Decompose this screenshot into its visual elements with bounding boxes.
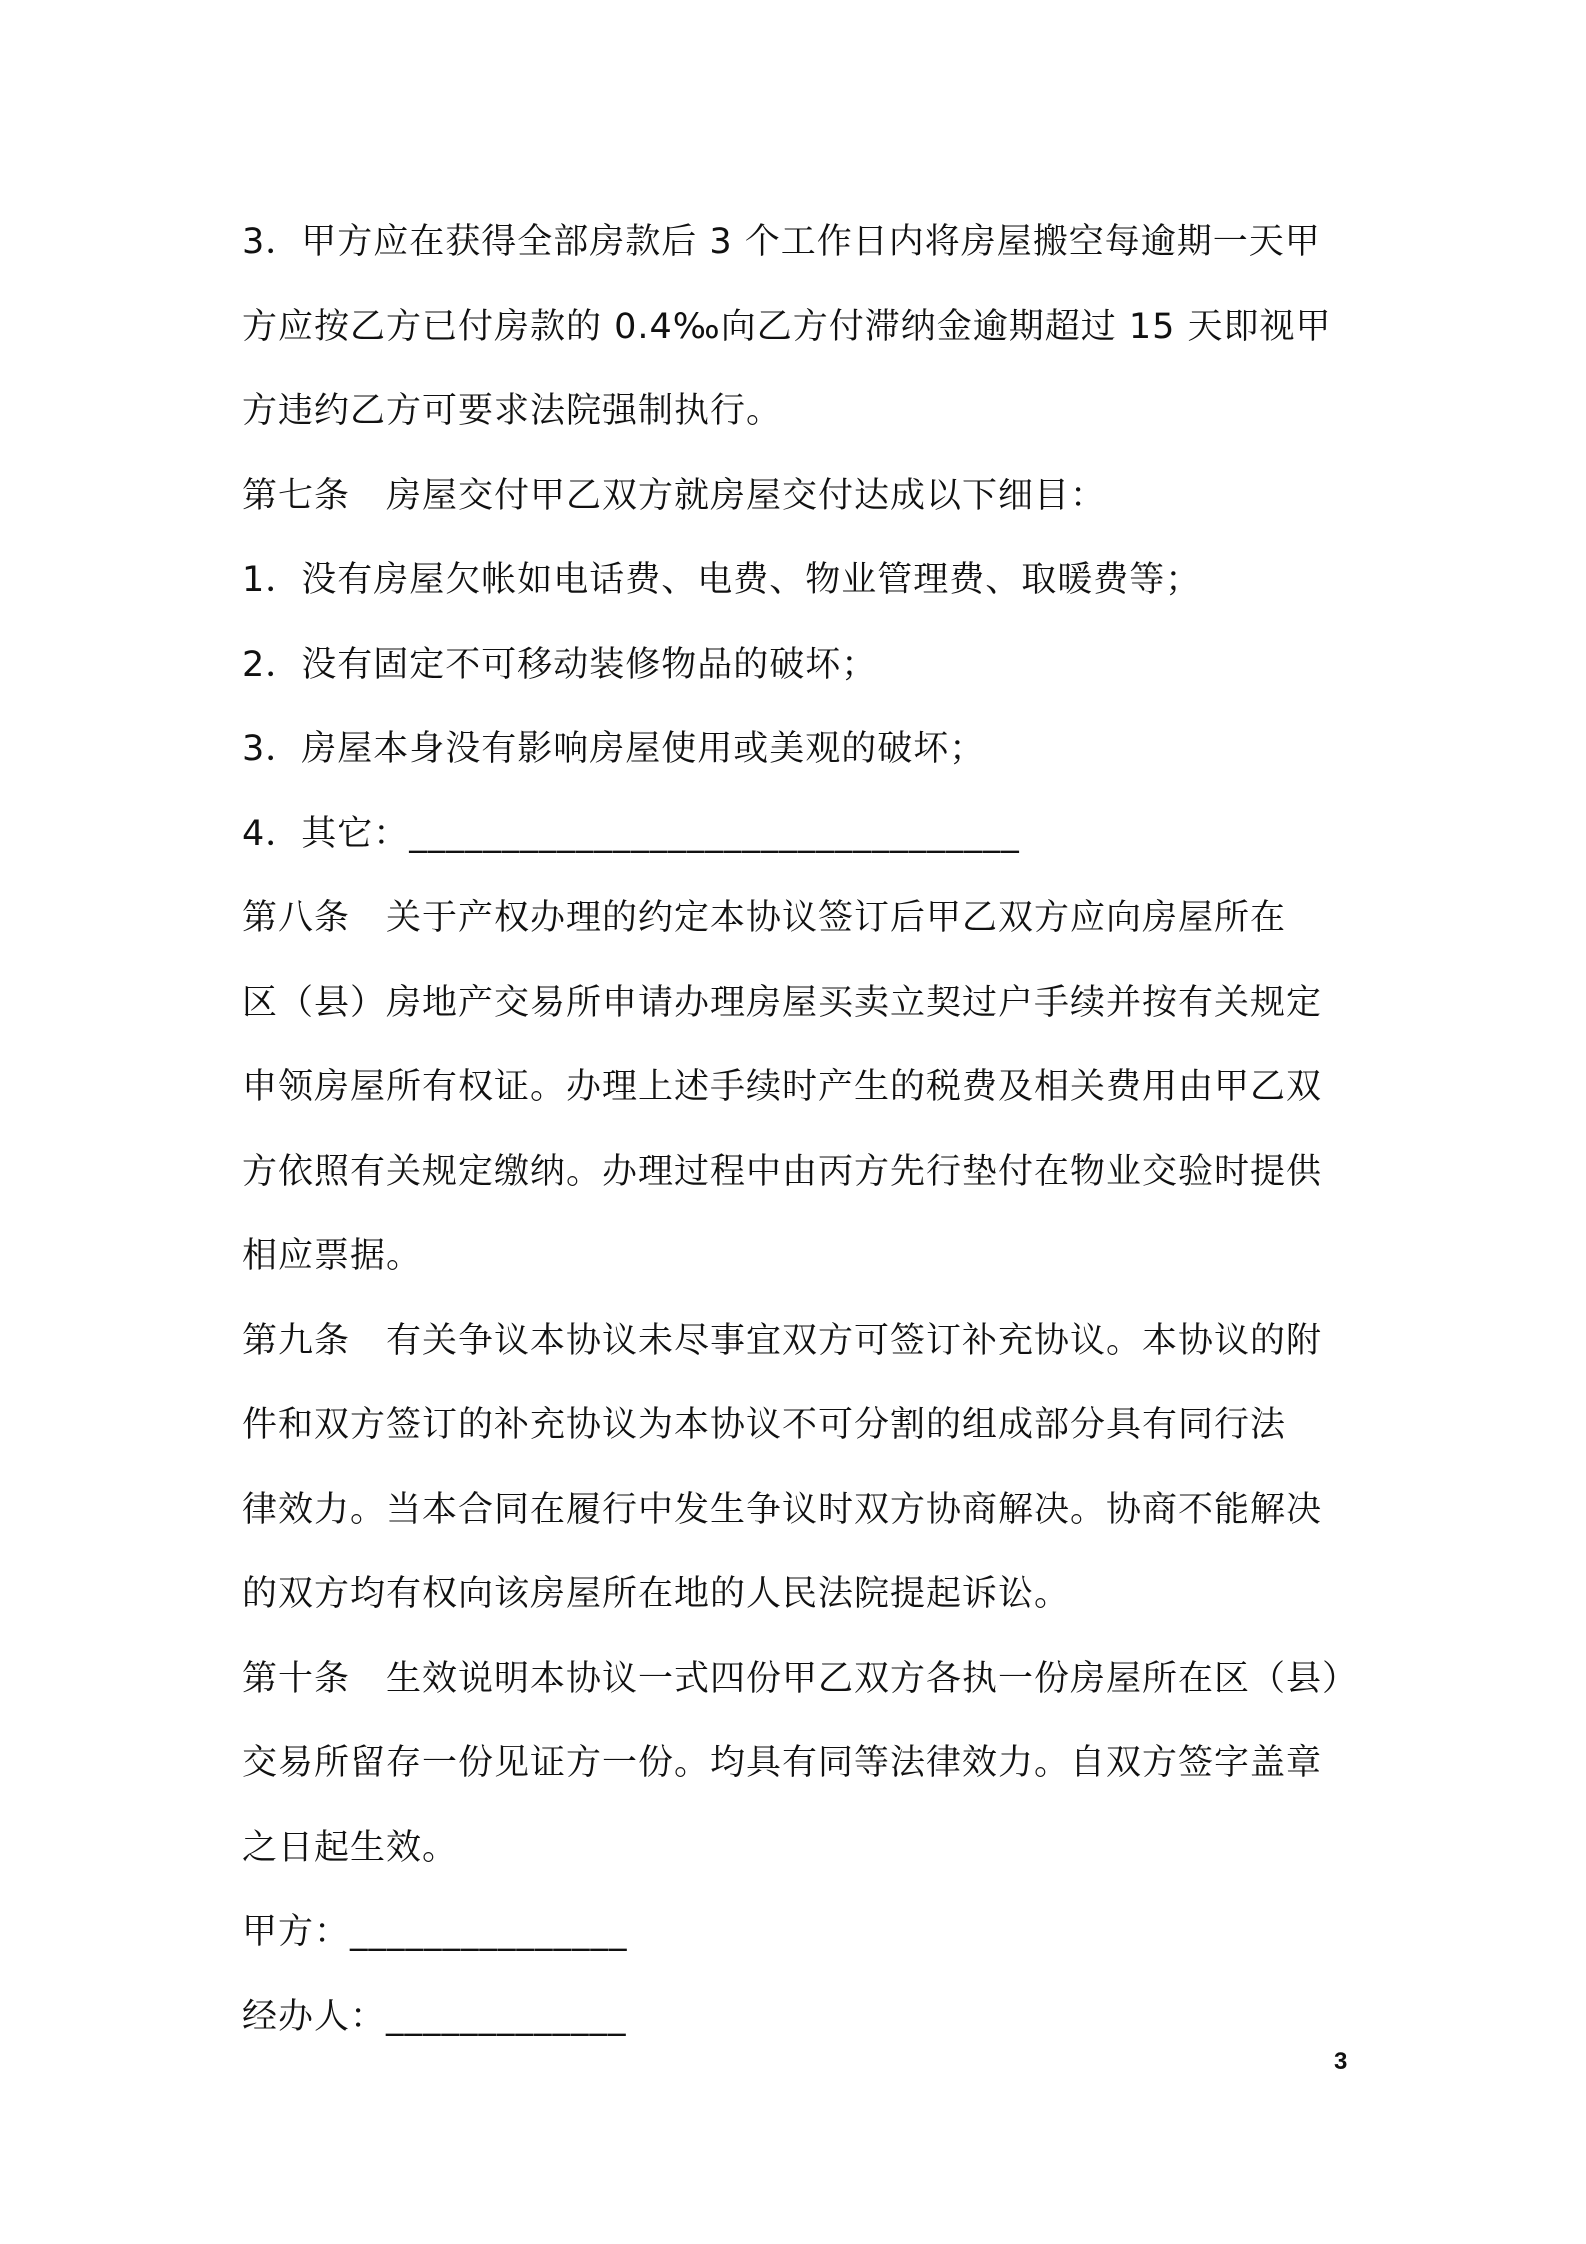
text-line: 的双方均有权向该房屋所在地的人民法院提起诉讼。 xyxy=(242,1574,1071,1614)
party-a-signature-line: 甲方：_______________ xyxy=(242,1912,628,1952)
text-line: 之日起生效。 xyxy=(242,1827,459,1868)
text-line: 相应票据。 xyxy=(242,1236,423,1276)
text-line: 方违约乙方可要求法院强制执行。 xyxy=(242,391,783,431)
other-blank-line: 4．其它：_________________________________ xyxy=(242,813,1020,854)
document-body xyxy=(242,200,1362,2059)
text-line: 件和双方签订的补充协议为本协议不可分割的组成部分具有同行法 xyxy=(242,1405,1287,1445)
article-8-heading: 第八条 关于产权办理的约定本协议签订后甲乙双方应向房屋所在 xyxy=(242,898,1287,938)
text-line: 1．没有房屋欠帐如电话费、电费、物业管理费、取暖费等； xyxy=(242,560,1202,600)
text-line: 3．房屋本身没有影响房屋使用或美观的破坏； xyxy=(242,729,986,769)
agent-signature-line: 经办人：_____________ xyxy=(242,1996,627,2037)
text-line: 2．没有固定不可移动装修物品的破坏； xyxy=(242,644,878,685)
text-line: 3．甲方应在获得全部房款后 3 个工作日内将房屋搬空每逾期一天甲 xyxy=(242,222,1321,262)
article-9-heading: 第九条 有关争议本协议未尽事宜双方可签订补充协议。本协议的附 xyxy=(242,1320,1323,1361)
text-line: 申领房屋所有权证。办理上述手续时产生的税费及相关费用由甲乙双 xyxy=(242,1067,1323,1107)
article-7-heading: 第七条 房屋交付甲乙双方就房屋交付达成以下细目： xyxy=(242,475,1107,516)
text-line: 方应按乙方已付房款的 0.4‰向乙方付滞纳金逾期超过 15 天即视甲 xyxy=(242,306,1332,347)
text-line: 交易所留存一份见证方一份。均具有同等法律效力。自双方签字盖章 xyxy=(242,1743,1323,1783)
text-line: 区（县）房地产交易所申请办理房屋买卖立契过户手续并按有关规定 xyxy=(242,982,1323,1023)
text-line: 律效力。当本合同在履行中发生争议时双方协商解决。协商不能解决 xyxy=(242,1489,1323,1530)
text-line: 方依照有关规定缴纳。办理过程中由丙方先行垫付在物业交验时提供 xyxy=(242,1151,1323,1192)
article-10-heading: 第十条 生效说明本协议一式四份甲乙双方各执一份房屋所在区（县） xyxy=(242,1658,1359,1699)
page-number: 3 xyxy=(1334,2048,1348,2075)
